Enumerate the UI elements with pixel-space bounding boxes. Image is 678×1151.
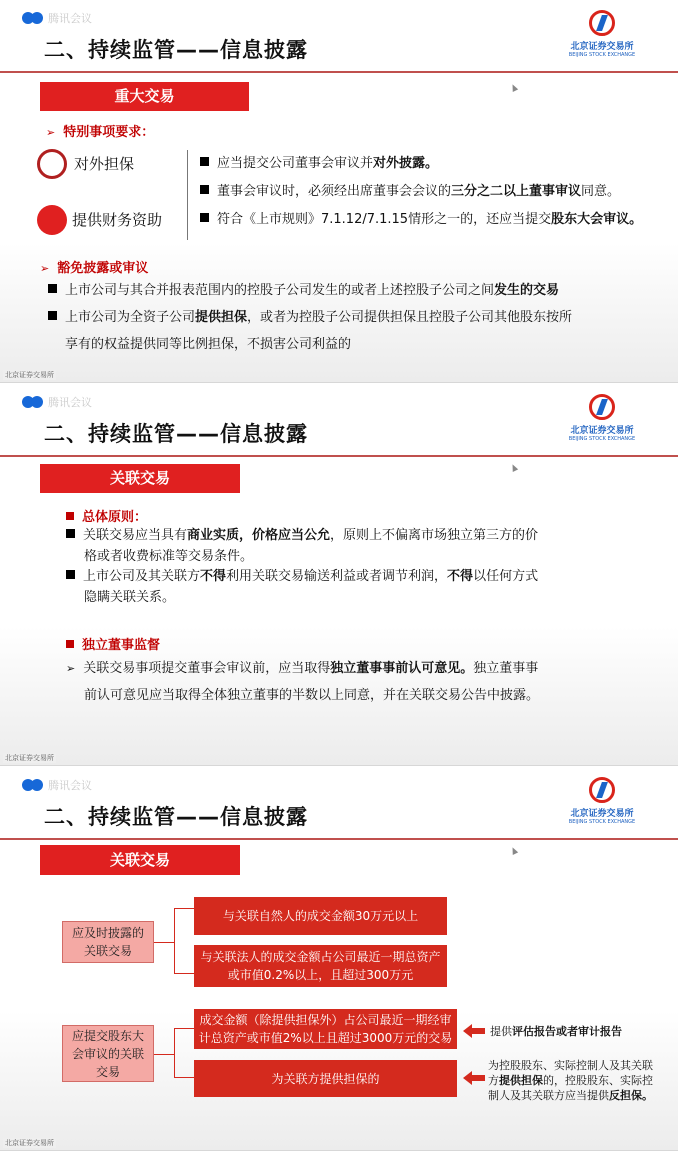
- threshold-legal-person: 与关联法人的成交金额占公司最近一期总资产或市值0.2%以上，且超过300万元: [194, 945, 447, 987]
- tencent-meeting-icon: [22, 12, 44, 24]
- slide-title: 二、持续监管——信息披露: [44, 38, 308, 62]
- meeting-watermark: 腾讯会议: [22, 10, 92, 26]
- footer-label: 北京证券交易所: [5, 1139, 54, 1147]
- hollow-circle-icon: [37, 149, 67, 179]
- exempt-item-1: 上市公司与其合并报表范围内的控股子公司发生的或者上述控股子公司之间发生的交易: [48, 279, 559, 302]
- req-item-2: 董事会审议时，必须经出席董事会会议的三分之二以上董事审议同意。: [200, 180, 620, 203]
- director-item-1-cont: 前认可意见应当取得全体独立董事的半数以上同意，并在关联交易公告中披露。: [84, 688, 540, 703]
- footer-label: 北京证券交易所: [5, 754, 54, 762]
- note-report: 提供评估报告或者审计报告: [490, 1025, 622, 1038]
- bse-emblem-icon: [589, 777, 615, 803]
- exempt-heading: ➢ 豁免披露或审议: [40, 261, 149, 276]
- req-item-1: 应当提交公司董事会审议并对外披露。: [200, 152, 438, 175]
- req-item-3: 符合《上市规则》7.1.12/7.1.15情形之一的，还应当提交股东大会审议。: [200, 208, 642, 231]
- bse-logo: 北京证券交易所 BEIJING STOCK EXCHANGE: [566, 10, 638, 58]
- threshold-guarantee: 为关联方提供担保的: [194, 1060, 457, 1097]
- threshold-natural-person: 与关联自然人的成交金额30万元以上: [194, 897, 447, 935]
- principle-item-1-cont: 格或者收费标准等交易条件。: [84, 549, 254, 564]
- bse-emblem-icon: [589, 10, 615, 36]
- option-guarantee: 对外担保: [74, 155, 135, 173]
- filled-circle-icon: [37, 205, 67, 235]
- tencent-meeting-icon: [22, 396, 44, 408]
- square-bullet-icon: [200, 213, 209, 222]
- meeting-watermark: 腾讯会议: [22, 777, 92, 793]
- arrow-left-icon: [463, 1072, 485, 1084]
- shareholder-approval-box: 应提交股东大会审议的关联交易: [62, 1025, 154, 1082]
- square-bullet-icon: [48, 284, 57, 293]
- header-divider: [0, 455, 678, 457]
- section-band: 关联交易: [40, 464, 240, 493]
- timely-disclosure-box: 应及时披露的关联交易: [62, 921, 154, 963]
- slide-major-transactions: [0, 0, 678, 383]
- threshold-total-assets: 成交金额（除提供担保外）占公司最近一期经审计总资产或市值2%以上且超过3000万元的交易: [194, 1009, 457, 1049]
- bse-logo: 北京证券交易所 BEIJING STOCK EXCHANGE: [566, 394, 638, 442]
- slide-related-party-principles: [0, 384, 678, 766]
- square-bullet-icon: [66, 640, 74, 648]
- vertical-divider: [187, 150, 188, 240]
- square-bullet-icon: [66, 512, 74, 520]
- principle-item-2-cont: 隐瞒关联关系。: [84, 590, 176, 605]
- exempt-item-2: 上市公司为全资子公司提供担保，或者为控股子公司提供担保且控股子公司其他股东按所: [48, 306, 572, 329]
- director-heading: 独立董事监督: [66, 634, 160, 653]
- header-divider: [0, 838, 678, 840]
- principle-heading: 总体原则：: [66, 506, 147, 525]
- section-band: 关联交易: [40, 845, 240, 875]
- bse-logo: 北京证券交易所 BEIJING STOCK EXCHANGE: [566, 777, 638, 825]
- slide-title: 二、持续监管——信息披露: [44, 422, 308, 446]
- header-divider: [0, 71, 678, 73]
- bse-emblem-icon: [589, 394, 615, 420]
- square-bullet-icon: [66, 529, 75, 538]
- square-bullet-icon: [200, 157, 209, 166]
- square-bullet-icon: [66, 570, 75, 579]
- slide-title: 二、持续监管——信息披露: [44, 805, 308, 829]
- principle-item-1: 关联交易应当具有商业实质，价格应当公允，原则上不偏离市场独立第三方的价: [66, 524, 538, 547]
- arrow-bullet-icon: ➢: [46, 126, 56, 139]
- tencent-meeting-icon: [22, 779, 44, 791]
- square-bullet-icon: [200, 185, 209, 194]
- slide-related-party-thresholds: [0, 767, 678, 1151]
- meeting-watermark: 腾讯会议: [22, 394, 92, 410]
- section-band: 重大交易: [40, 82, 249, 111]
- square-bullet-icon: [48, 311, 57, 320]
- arrow-bullet-icon: ➢: [66, 662, 76, 675]
- special-heading: ➢ 特别事项要求：: [46, 125, 155, 140]
- note-counter-guarantee: 为控股股东、实际控制人及其关联方提供担保的，控股股东、实际控制人及其关联方应当提供反担保。: [488, 1059, 653, 1102]
- footer-label: 北京证券交易所: [5, 371, 54, 379]
- exempt-item-2-cont: 享有的权益提供同等比例担保，不损害公司利益的: [65, 337, 352, 352]
- arrow-bullet-icon: ➢: [40, 262, 50, 275]
- option-finance: 提供财务资助: [72, 211, 163, 229]
- director-item-1: ➢ 关联交易事项提交董事会审议前，应当取得独立董事事前认可意见。独立董事事: [66, 657, 538, 680]
- arrow-left-icon: [463, 1025, 485, 1037]
- principle-item-2: 上市公司及其关联方不得利用关联交易输送利益或者调节利润，不得以任何方式: [66, 565, 538, 588]
